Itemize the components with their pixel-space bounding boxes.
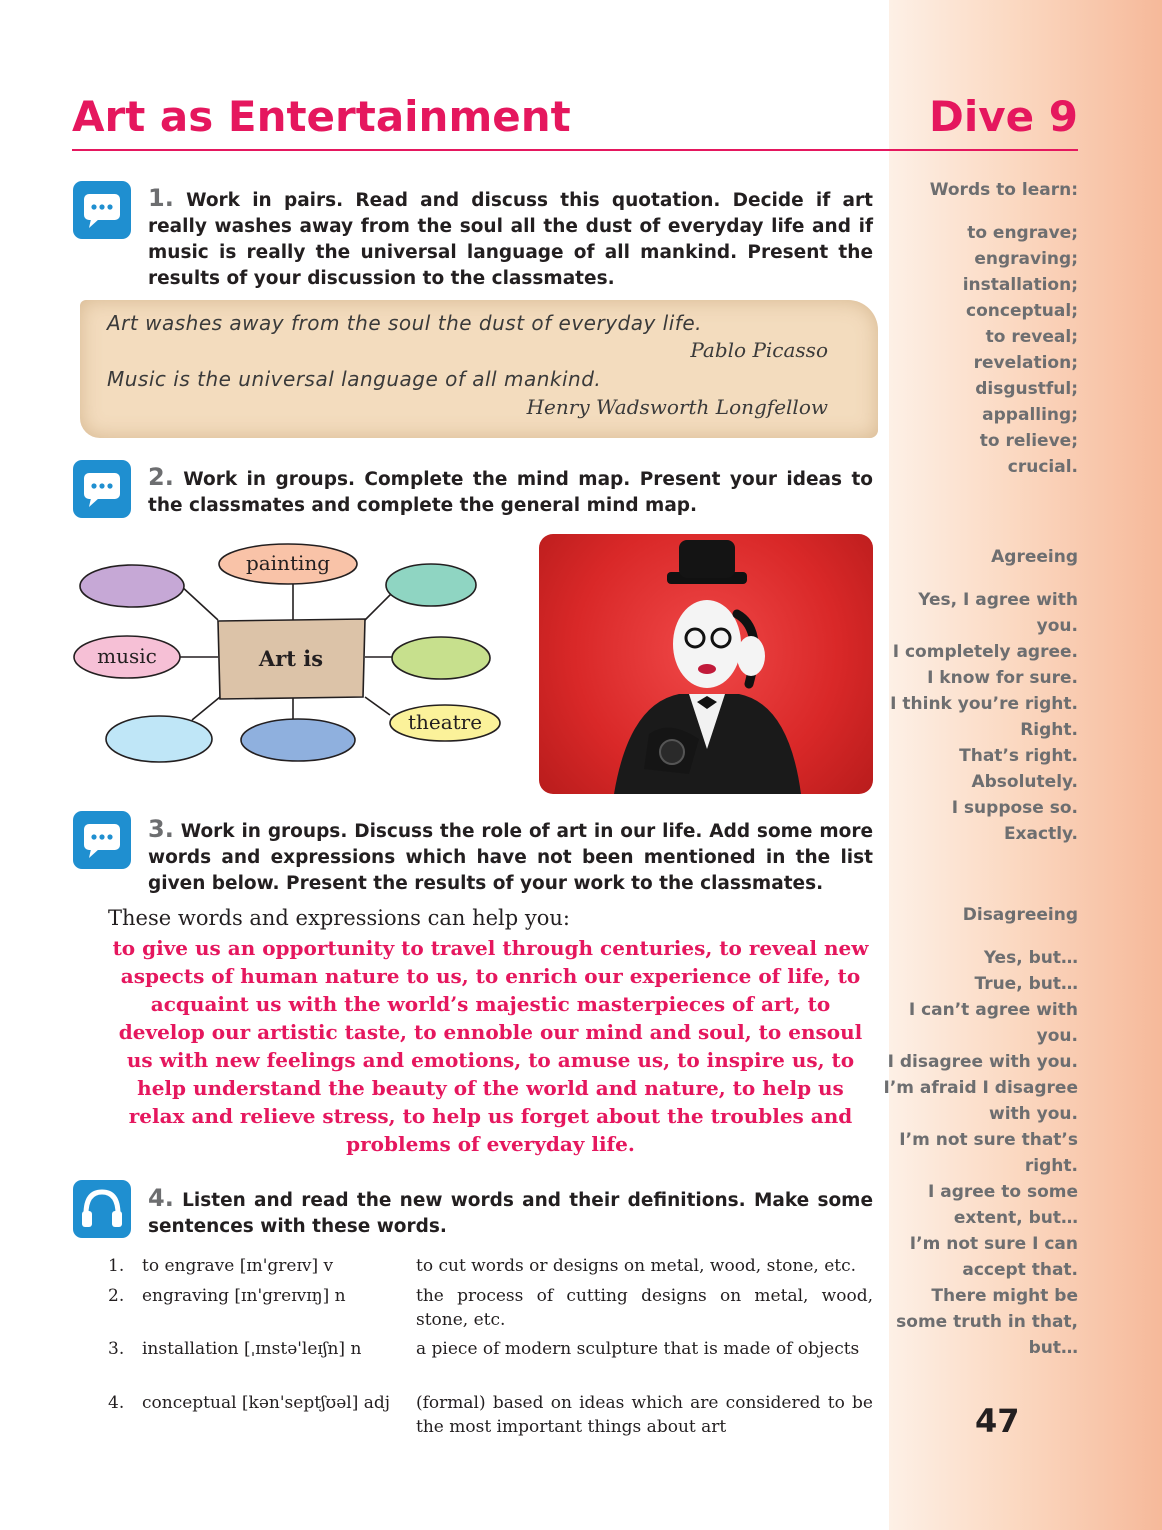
unit-label: Dive 9 (929, 92, 1078, 141)
agreeing-list (858, 587, 1078, 847)
quote-1-text: Art washes away from the soul the dust of everyday life. (107, 311, 702, 335)
task-3 (148, 816, 873, 897)
vocab-number: 1. (108, 1256, 125, 1276)
task-1-text: Work in pairs. Read and discuss this quotation. Decide if art really washes away from the soul all the dust of everyday life and if music is really the universal language of all mankind. Present the results of your discussion to the classmates. (148, 190, 873, 289)
page-number: 47 (975, 1402, 1020, 1440)
vocab-definition: to cut words or designs on metal, wood, stone, etc. (416, 1256, 857, 1276)
sidebar-list-item: crucial. (1007, 457, 1078, 477)
expressions-list: to give us an opportunity to travel through centuries, to reveal new aspects of human nature to us, to enrich our experience of life, to acquaint us with the world’s majestic masterpieces of art, to develop our artistic taste, to ennoble our mind and soul, to ensoul us with new feelings and emotions, to amuse us, to inspire us, to help understand the beauty of the world and nature, to help us relax and relieve stress, to help us forget about the troubles and problems of everyday life. (112, 936, 869, 1156)
sidebar-list-item: True, but… (974, 974, 1078, 994)
sidebar-list-item: extent, but… (953, 1208, 1078, 1228)
sidebar-list-item: I’m not sure I can (909, 1234, 1078, 1254)
sidebar-list-item: That’s right. (959, 746, 1078, 766)
headphones-icon (73, 1180, 131, 1238)
sidebar-list-item: revelation; (973, 353, 1078, 373)
page-title: Art as Entertainment (72, 92, 571, 141)
task-4-number: 4. (148, 1184, 174, 1212)
sidebar-list-item: I think you’re right. (890, 694, 1078, 714)
vocab-definition: the process of cutting designs on metal, wood, stone, etc. (416, 1286, 873, 1330)
sidebar-list-item: but… (1028, 1338, 1078, 1358)
vocab-word: engraving [ɪn'greɪvɪŋ] n (142, 1286, 346, 1306)
discussion-icon (73, 460, 131, 518)
vocab-definition: a piece of modern sculpture that is made of objects (416, 1339, 860, 1359)
sidebar-list-item: with you. (988, 1104, 1078, 1124)
discussion-icon (73, 811, 131, 869)
quote-2-author: Henry Wadsworth Longfellow (526, 395, 828, 419)
sidebar-list-item: Exactly. (1003, 824, 1078, 844)
sidebar-list-item: to relieve; (979, 431, 1078, 451)
sidebar-list-item: I disagree with you. (887, 1052, 1078, 1072)
sidebar-list-item: appalling; (982, 405, 1078, 425)
sidebar-list-item: you. (1036, 616, 1078, 636)
sidebar-list-item: There might be (931, 1286, 1078, 1306)
bubble-blank-purple (80, 565, 184, 607)
sidebar-list-item: I know for sure. (927, 668, 1078, 688)
sidebar-list-item: you. (1036, 1026, 1078, 1046)
words-to-learn-heading: Words to learn: (929, 180, 1078, 200)
mindmap-music-label: music (97, 644, 157, 668)
task-2-number: 2. (148, 463, 174, 491)
quote-2-text: Music is the universal language of all mankind. (107, 367, 602, 391)
task-4 (148, 1185, 873, 1240)
vocab-number: 4. (108, 1393, 125, 1413)
words-to-learn-list (858, 220, 1078, 480)
disagreeing-heading: Disagreeing (962, 905, 1078, 925)
agreeing-heading: Agreeing (991, 547, 1078, 567)
sidebar-list-item: Yes, but… (983, 948, 1078, 968)
sidebar-list-item: I’m afraid I disagree (883, 1078, 1078, 1098)
vocab-definition: (formal) based on ideas which are considered to be the most important things about art (416, 1393, 873, 1437)
vocab-number: 3. (108, 1339, 125, 1359)
quote-1-author: Pablo Picasso (690, 338, 828, 362)
sidebar-list-item: I’m not sure that’s (899, 1130, 1078, 1150)
disagreeing-list (858, 945, 1078, 1361)
sidebar-list-item: to reveal; (985, 327, 1078, 347)
mime-photo (539, 534, 873, 794)
sidebar-list-item: I suppose so. (951, 798, 1078, 818)
task-2-text: Work in groups. Complete the mind map. Present your ideas to the classmates and complete the general mind map. (148, 469, 873, 516)
task-1-number: 1. (148, 184, 174, 212)
mindmap-center-label: Art is (258, 646, 324, 671)
vocab-word: conceptual [kən'septʃʊəl] adj (142, 1393, 391, 1413)
sidebar-list-item: some truth in that, (896, 1312, 1078, 1332)
sidebar-list-item: accept that. (962, 1260, 1078, 1280)
sidebar-list-item: installation; (962, 275, 1078, 295)
bubble-blank-green (392, 637, 490, 679)
sidebar-list-item: engraving; (974, 249, 1078, 269)
vocab-number: 2. (108, 1286, 125, 1306)
task-3-number: 3. (148, 815, 174, 843)
sidebar-list-item: disgustful; (975, 379, 1078, 399)
task-2 (148, 464, 873, 519)
mind-map (70, 535, 510, 770)
sidebar-list-item: I can’t agree with (908, 1000, 1078, 1020)
sidebar-list-item: conceptual; (966, 301, 1078, 321)
sidebar-list-item: Yes, I agree with (918, 590, 1078, 610)
vocab-word: to engrave [ɪn'greɪv] v (142, 1256, 334, 1276)
title-divider (72, 149, 1078, 151)
sidebar-list-item: right. (1024, 1156, 1078, 1176)
vocab-word: installation [ˌɪnstə'leɪʃn] n (142, 1339, 362, 1359)
bubble-blank-teal (386, 564, 476, 606)
mindmap-painting-label: painting (245, 551, 331, 575)
sidebar-list-item: Right. (1020, 720, 1078, 740)
sidebar-list-item: Absolutely. (971, 772, 1078, 792)
task-4-text: Listen and read the new words and their definitions. Make some sentences with these words. (148, 1190, 873, 1237)
bubble-blank-lightblue (106, 716, 212, 762)
task-1 (148, 185, 873, 292)
task-3-text: Work in groups. Discuss the role of art in our life. Add some more words and expressions which have not been mentioned in the list given below. Present the results of your work to the classmates. (148, 821, 873, 894)
sidebar-list-item: to engrave; (967, 223, 1078, 243)
discussion-icon (73, 181, 131, 239)
helper-text: These words and expressions can help you: (108, 906, 570, 930)
sidebar-list-item: I completely agree. (892, 642, 1078, 662)
sidebar-list-item: I agree to some (927, 1182, 1078, 1202)
bubble-blank-blue (241, 719, 355, 761)
mindmap-theatre-label: theatre (407, 710, 483, 734)
